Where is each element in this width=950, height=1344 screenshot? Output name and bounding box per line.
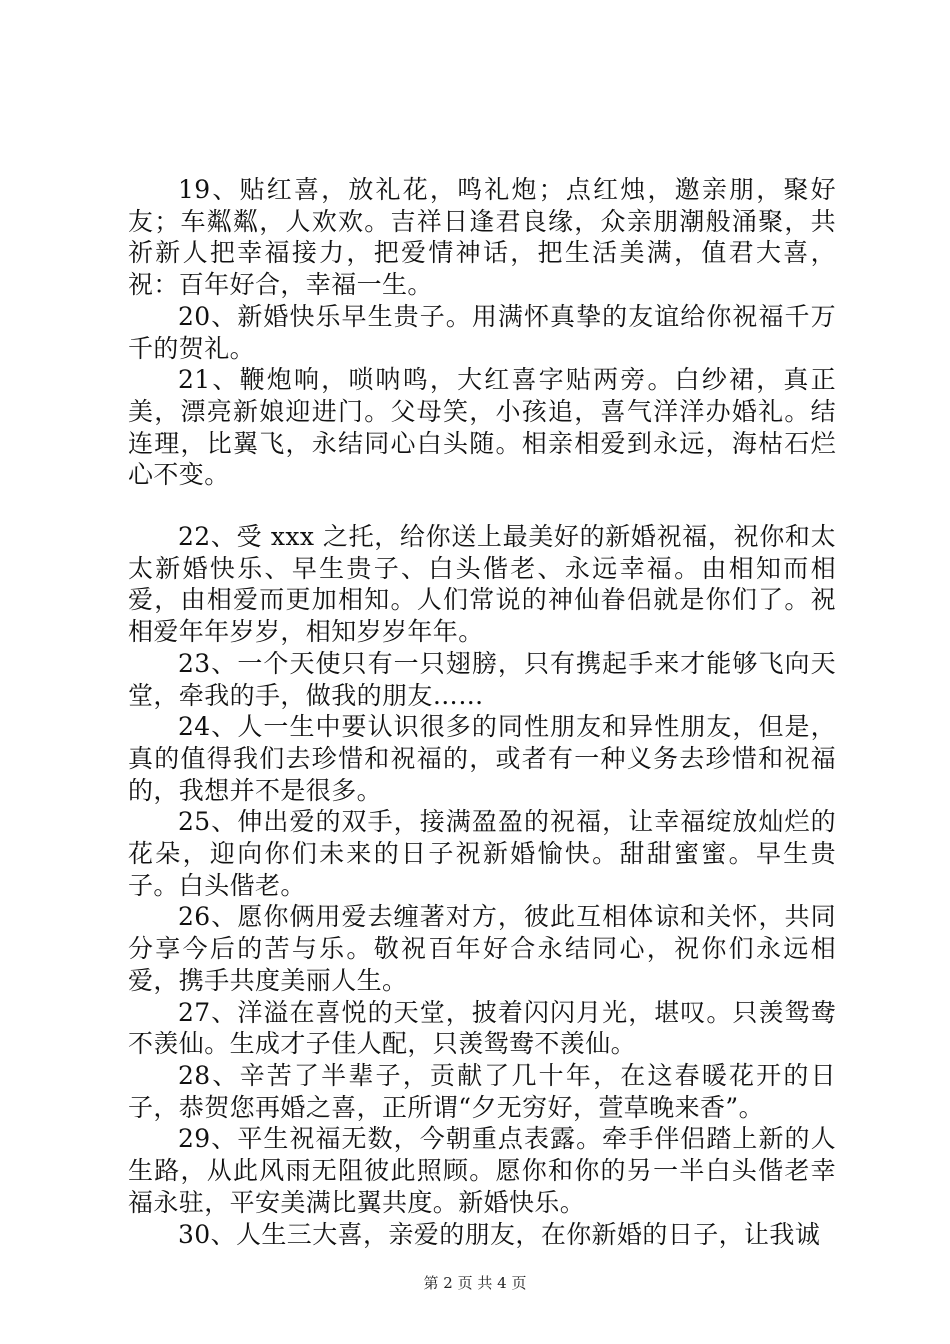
paragraph-30: 30、人生三大喜，亲爱的朋友，在你新婚的日子，让我诚	[178, 1219, 821, 1249]
page-number-footer: 第 2 页 共 4 页	[423, 1274, 527, 1292]
paragraph-27: 27、洋溢在喜悦的天堂，披着闪闪月光，堪叹。只羡鸳鸯不羡仙。生成才子佳人配，只羡鸳鸯不羡仙。	[128, 997, 836, 1059]
paragraph-19: 19、贴红喜，放礼花，鸣礼炮；点红烛，邀亲朋，聚好友；车粼粼，人欢欢。吉祥日逢君良缘，众亲朋潮般涌聚，共祈新人把幸福接力，把爱情神话，把生活美满，值君大喜，祝：百年好合，幸福一生。	[128, 175, 836, 300]
paragraph-25: 25、伸出爱的双手，接满盈盈的祝福，让幸福绽放灿烂的花朵，迎向你们未来的日子祝新婚愉快。甜甜蜜蜜。早生贵子。白头偕老。	[128, 807, 836, 900]
paragraph-22: 22、受 xxx 之托，给你送上最美好的新婚祝福，祝你和太太新婚快乐、早生贵子、白头偕老、永远幸福。由相知而相爱，由相爱而更加相知。人们常说的神仙眷侣就是你们了。祝相爱年年岁岁，相知岁岁年年。	[128, 522, 836, 647]
paragraph-21: 21、鞭炮响，唢呐鸣，大红喜字贴两旁。白纱裙，真正美，漂亮新娘迎进门。父母笑，小孩追，喜气洋洋办婚礼。结连理，比翼飞，永结同心白头随。相亲相爱到永远，海枯石烂心不变。	[128, 365, 836, 490]
paragraph-20: 20、新婚快乐早生贵子。用满怀真挚的友谊给你祝福千万千的贺礼。	[128, 301, 836, 363]
paragraph-23: 23、一个天使只有一只翅膀，只有携起手来才能够飞向天堂，牵我的手，做我的朋友……	[128, 648, 836, 710]
paragraph-26: 26、愿你俩用爱去缠著对方，彼此互相体谅和关怀，共同分享今后的苦与乐。敬祝百年好合永结同心，祝你们永远相爱，携手共度美丽人生。	[128, 902, 836, 995]
paragraph-29: 29、平生祝福无数，今朝重点表露。牵手伴侣踏上新的人生路，从此风雨无阻彼此照顾。愿你和你的另一半白头偕老幸福永驻，平安美满比翼共度。新婚快乐。	[128, 1124, 836, 1217]
paragraph-28: 28、辛苦了半辈子，贡献了几十年，在这春暖花开的日子，恭贺您再婚之喜，正所谓“夕无穷好，萱草晚来香”。	[128, 1060, 836, 1122]
paragraph-24: 24、人一生中要认识很多的同性朋友和异性朋友，但是，真的值得我们去珍惜和祝福的，或者有一种义务去珍惜和祝福的，我想并不是很多。	[128, 712, 836, 805]
document-body	[128, 174, 836, 1250]
